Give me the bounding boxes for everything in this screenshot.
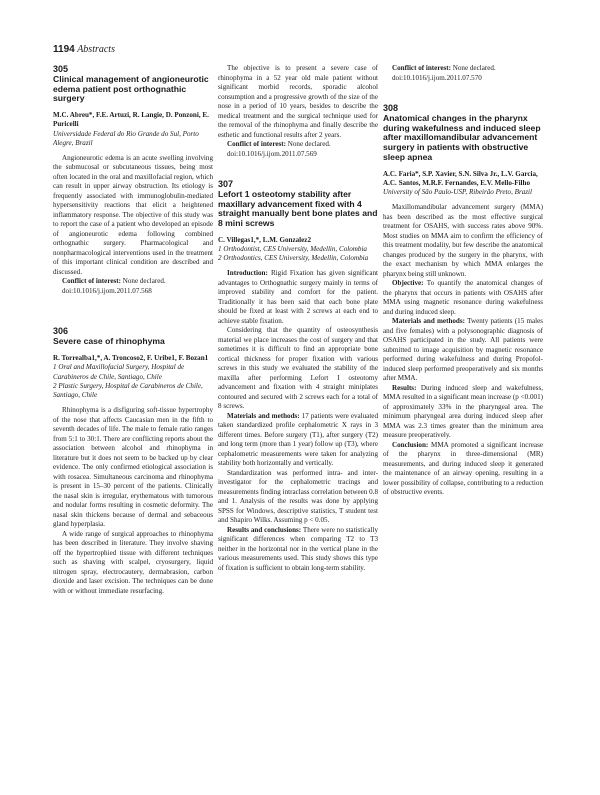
conflict-of-interest	[218, 140, 378, 150]
abstract-title: Severe case of rhinophyma	[53, 336, 165, 347]
abstract-results	[218, 526, 378, 574]
section-label: Conclusion:	[392, 440, 429, 449]
abstract-affiliation-2: 2 Plastic Surgery, Hospital de Carabineros de Chile, Santiago, Chile	[53, 381, 203, 399]
abstract-body: Standardization was performed intra- and inter-investigator for the cephalometric tracings and measurements finding intraclass correlation between 0.8 and 1. Analysis of the results was done by applying SPSS for Windows, descriptive statistics, T student test and Shapiro Wilks. Assuming p < 0.05.	[218, 468, 378, 525]
abstract-authors: M.C. Abreu*, F.E. Artuzi, R. Langie, D. Ponzoni, E. Puricelli	[53, 111, 209, 129]
abstract-results	[383, 384, 543, 441]
doi-link[interactable]: doi:10.1016/j.ijom.2011.07.570	[392, 73, 482, 82]
doi-link[interactable]: doi:10.1016/j.ijom.2011.07.568	[62, 286, 152, 295]
section-text: During induced sleep and wakefulness, MMA resulted in a significant mean increase (p <0.001) of approximately 33% in the pharyngeal area. The minimum pharyngeal area during induced sleep after MMA was 2.3 times greater than the minimum area measure preoperatively.	[383, 383, 543, 440]
abstract-title: Anatomical changes in the pharynx during wakefulness and induced sleep after maxillomandibular advancement surgery in patients with obstructive sleep apnea	[383, 113, 541, 162]
abstract-affiliation-1: 1 Orthodontist, CES University, Medellin, Colombia	[218, 245, 367, 254]
section-text: Rigid Fixation has given significant advantages to Orthognathic surgery mainly in terms of improved stability and comfort for the patient. Traditionally it has been said that each bone plate should be fixed at least with 2 screws at each end to achieve stable fixation.	[218, 269, 378, 325]
abstract-methods	[218, 412, 378, 469]
column-3	[383, 64, 543, 498]
abstract-title: Lefort 1 osteotomy stability after maxillary advancement fixed with 4 straight manually bent bone plates and 8 mini screws	[218, 189, 378, 229]
abstract-body: Rhinophyma is a disfiguring soft-tissue hypertrophy of the nose that affects Caucasian men in the fifth to seventh decades of life. The male to female ratio ranges from 5:1 to 30:1. There are conflicting reports about the association between alcohol and rhinophyma in literature but it does not seem to be backed up by clear evidence. The only confirmed etiological association is with rosacea. Simultaneous carcinoma and rhinophyma is present in 15–30 percent of the patients. Clinically the nasal skin is irregular, erythematous with tumorous and nodular forms resulting in cosmetic deformity. The nasal skin thickens because of dermal and sebaceous gland hyperplasia.	[53, 406, 213, 529]
abstract-number: 305	[53, 64, 69, 74]
section-label: Materials and methods:	[227, 411, 300, 420]
abstract-306	[53, 326, 213, 596]
section-label: Materials and methods:	[392, 317, 466, 326]
abstract-authors: A.C. Faria*, S.P. Xavier, S.N. Silva Jr., L.V. Garcia, A.C. Santos, M.R.F. Fernandes, E.V. Mello-Filho	[383, 169, 538, 187]
page-header	[53, 44, 115, 55]
section-label: Results and conclusions:	[227, 525, 302, 534]
abstract-affiliation: University of São Paulo-USP, Ribeirão Preto, Brazil	[383, 187, 532, 196]
abstract-affiliation: Universidade Federal do Rio Grande do Sul, Porto Alegre, Brazil	[53, 129, 199, 147]
coi-label: Conflict of interest:	[392, 64, 451, 72]
section-text: 17 patients were evaluated taken standardized profile cephalometric X rays in 3 different times. Before surgery (T1), after surgery (T2) and long term (more than 1 year) follow up (T3), where cephalometric measurements were taken for analyzing stability both horizontally and vertically.	[218, 411, 378, 468]
abstract-body: A wide range of surgical approaches to rhinophyma has been described in literature. They involve shaving off the hypertrophied tissue with different techniques such as shaving with scalpel, cryosurgery, liquid nitrogen spray, electrocautery, dermabrasion, carbon dioxide and laser excision. The techniques can be done with or without immediate resurfacing.	[53, 529, 213, 595]
abstract-306-cont	[218, 64, 378, 159]
section-text: To quantify the anatomical changes of the pharynx that occurs in patients with OSAHS after MMA using magnetic resonance during wakefulness and during induced sleep.	[383, 279, 543, 316]
abstract-number: 308	[383, 103, 399, 113]
abstract-number: 306	[53, 326, 69, 337]
coi-text: None declared.	[287, 140, 331, 148]
coi-text: None declared.	[452, 64, 496, 72]
abstract-introduction	[218, 269, 378, 326]
abstract-307-cont	[383, 64, 543, 83]
abstract-objective	[383, 279, 543, 317]
section-label: Introduction:	[227, 269, 268, 278]
doi-link[interactable]: doi:10.1016/j.ijom.2011.07.569	[227, 149, 317, 158]
abstract-affiliation-1: 1 Oral and Maxillofacial Surgery, Hospital de Carabineros de Chile, Santiago, Chile	[53, 363, 185, 381]
abstract-conclusion	[383, 441, 543, 498]
section-text: There were no statistically significant differences when comparing T2 to T3 neither in the horizontal nor in the vertical plane in the various measurements used. This study shows this type of fixation is sufficient to obtain long-term stability.	[218, 525, 378, 572]
abstract-affiliation-2: 2 Orthodontics, CES University, Medellin, Colombia	[218, 254, 369, 263]
conflict-of-interest	[383, 64, 543, 74]
abstract-307	[218, 179, 378, 573]
section-label: Results:	[392, 383, 417, 392]
section-label: Objective:	[392, 279, 424, 288]
coi-label: Conflict of interest:	[227, 140, 286, 148]
column-2	[218, 64, 378, 573]
conflict-of-interest	[53, 277, 213, 287]
coi-label: Conflict of interest:	[62, 277, 121, 286]
abstract-body: Angioneurotic edema is an acute swelling involving the submucosal or subcutaneous tissues, being most often located in the oral and maxillofacial region, which can result in upper airway obstruction. Its etiology is frequently associated with immunoglobulin-mediated hypersensitivity reactions that elicit a heightened inflammatory response. The objective of this study was to report the case of a patient who developed an episode of angioneurotic edema following combined orthognathic surgery. Pharmacological and nonpharmacological interventions used in the treatment of this important clinical condition are described and discussed.	[53, 153, 213, 276]
section-text: MMA promoted a significant increase of the pharynx in three-dimensional (MR) measurements, and during induced sleep it generated the maintenance of an airway opening, resulting in a lower possibility of collapse, contributing to a reduction of obstructive events.	[383, 440, 543, 497]
journal-name: Abstracts	[77, 44, 115, 55]
abstract-308	[383, 103, 543, 498]
abstract-body: Maxillomandibular advancement surgery (MMA) has been described as the most effective surgical treatment for OSAHS, with success rates above 90%. Most studies on MMA aim to confirm the efficiency of this treatment modality, but few describe the anatomical changes produced by the surgery in the pharynx, with the exact mechanism by which MMA enlarges the pharynx being still unknown.	[383, 203, 543, 278]
abstract-authors: R. Torrealba1,*, A. Troncoso2, F. Uribe1, F. Bozan1	[53, 354, 209, 363]
coi-text: None declared.	[122, 277, 166, 286]
abstract-title: Clinical management of angioneurotic edema patient post orthognathic surgery	[53, 74, 209, 104]
section-text: Twenty patients (15 males and five females) with a polysonographic diagnosis of OSAHS participated in the study. All patients were submitted to image acquisition by magnetic resonance performed during wakefulness and during Propofol-induced sleep performed preoperatively and six months after MMA.	[383, 317, 543, 383]
abstract-body: The objective is to present a severe case of rhinophyma in a 52 year old male patient without significant morbid records, sporadic alcohol consumption and a progressive growth of the size of the nose in a period of 10 years, besides to describe the medical treatment and the surgical technique used for the removal of the rhinophyma and finally describe the esthetic and functional results after 2 years.	[218, 64, 378, 139]
abstract-body: Considering that the quantity of osteosynthesis material we place increases the cost of surgery and that sometimes it is difficult to find an appropriate bone cortical thickness for proper fixation with various screws in this study we evaluated the stability of the maxilla after performing Lefort I osteotomy advancement and fixation with 4 straight miniplates contoured and secured with 2 screws each for a total of 8 screws.	[218, 326, 378, 411]
column-1	[53, 64, 213, 596]
abstract-number: 307	[218, 179, 234, 189]
abstract-methods	[383, 317, 543, 384]
abstract-authors: C. Villegas1,*, L.M. Gonzalez2	[218, 235, 311, 244]
page-number: 1194	[53, 44, 75, 55]
abstract-305	[53, 64, 213, 296]
